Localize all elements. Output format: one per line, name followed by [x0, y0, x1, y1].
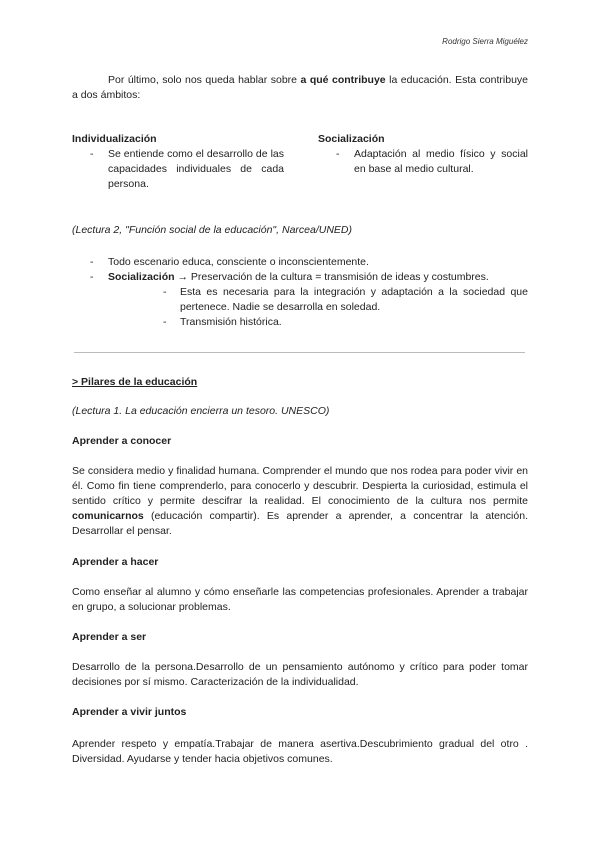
- intro-paragraph: Por último, solo nos queda hablar sobre a qué contribuye la educación. Esta contribuye a dos ámbitos:: [72, 74, 529, 101]
- individualizacion-title: Individualización: [72, 133, 157, 145]
- section-text-conocer: Se considera medio y finalidad humana. Comprender el mundo que nos rodea para poder vivir en él. Como fin tiene comprenderlo, para conocerlo y descubrir. Despierta la curiosidad, estimula el sentido crítico y permite descifrar la realidad. El conocimiento de la cultura nos permite comunicarnos (educación compartir). Es aprender a aprender, a concentrar la atención. Desarrollar el pensar.: [72, 465, 528, 537]
- socializacion-item: - Adaptación al medio físico y social en base al medio cultural.: [318, 147, 528, 177]
- individualizacion-column: [72, 133, 284, 192]
- section-text-vivir-juntos: Aprender respeto y empatía.Trabajar de manera asertiva.Descubrimiento gradual del otro . Diversidad. Ayudarse y tender hacia objetivos comunes.: [72, 738, 528, 765]
- section-title-hacer: Aprender a hacer: [72, 556, 159, 568]
- section-text-hacer: Como enseñar al alumno y cómo enseñarle las competencias profesionales. Aprender a trabajar en grupo, a solucionar problemas.: [72, 586, 528, 613]
- sub-list-item: - Esta es necesaria para la integración y adaptación a la sociedad que pertenece. Nadie se desarrolla en soledad.: [108, 285, 528, 315]
- author-name: Rodrigo Sierra Miguélez: [442, 37, 528, 46]
- individualizacion-item: - Se entiende como el desarrollo de las capacidades individuales de cada persona.: [72, 147, 284, 192]
- horizontal-divider: [74, 352, 525, 353]
- reference-lectura-1: (Lectura 1. La educación encierra un tesoro. UNESCO): [72, 405, 330, 417]
- sub-list-item: - Transmisión histórica.: [108, 315, 528, 330]
- socializacion-title: Socialización: [318, 133, 385, 145]
- list-item: - Todo escenario educa, consciente o inconscientemente.: [72, 255, 528, 270]
- socializacion-column: [318, 133, 528, 177]
- section-title-ser: Aprender a ser: [72, 631, 147, 643]
- list-item: - Socialización → Preservación de la cultura = transmisión de ideas y costumbres. - Esta es necesaria para la integración y adaptación a la sociedad que pertenece. Nadie se desarrolla en soledad. - Transmisión histórica.: [72, 270, 528, 330]
- reference-lectura-2: (Lectura 2, "Función social de la educación", Narcea/UNED): [72, 224, 353, 236]
- section-title-vivir-juntos: Aprender a vivir juntos: [72, 706, 187, 718]
- socializacion-list: [72, 255, 528, 330]
- section-title-conocer: Aprender a conocer: [72, 435, 172, 447]
- section-text-ser: Desarrollo de la persona.Desarrollo de un pensamiento autónomo y crítico para poder tomar decisiones por sí mismo. Caracterización de la individualidad.: [72, 661, 528, 688]
- pilares-heading: > Pilares de la educación: [72, 376, 198, 388]
